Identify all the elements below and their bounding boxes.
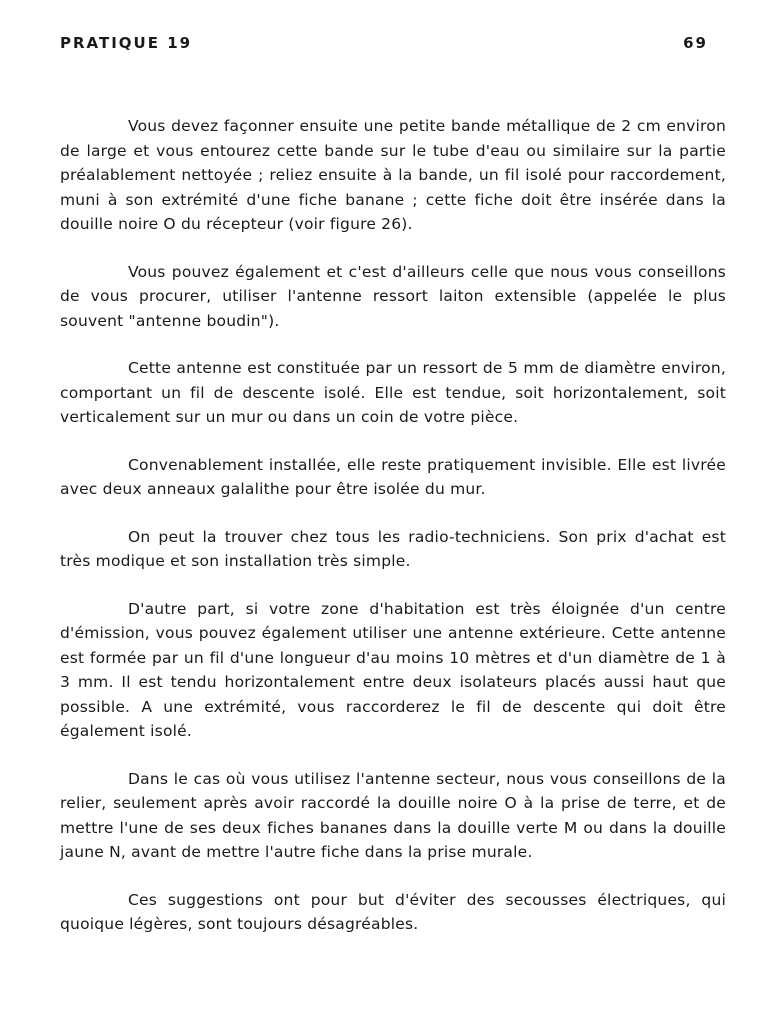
paragraph: Vous pouvez également et c'est d'ailleurs celle que nous vous conseillons de vous procurer, utiliser l'antenne ressort laiton extensible (appelée le plus souvent "antenne boudin"). (60, 262, 726, 330)
paragraph: Convenablement installée, elle reste pratiquement invisible. Elle est livrée avec deux anneaux galalithe pour être isolée du mur. (60, 455, 726, 498)
paragraph: Cette antenne est constituée par un ressort de 5 mm de diamètre environ, comportant un fil de descente isolé. Elle est tendue, soit horizontalement, soit verticalement sur un mur ou dans un coin de votre pièce. (60, 359, 726, 426)
paragraph: Vous devez façonner ensuite une petite bande métallique de 2 cm environ de large et vous entourez cette bande sur le tube d'eau ou similaire sur la partie préalablement nettoyée ; reliez ensuite à la bande, un fil isolé pour raccordement, muni à son extrémité d'une fiche banane ; cette fiche doit être insérée dans la douille noire O du récepteur (voir figure 26). (60, 117, 726, 233)
page-header (60, 34, 708, 52)
paragraph: D'autre part, si votre zone d'habitation est très éloignée d'un centre d'émission, vous pouvez également utiliser une antenne extérieure. Cette antenne est formée par un fil d'une longueur d'au moins 10 mètres et d'un diamètre de 1 à 3 mm. Il est tendu horizontalement entre deux isolateurs placés aussi haut que possible. A une extrémité, vous raccorderez le fil de descente qui doit être également isolé. (60, 599, 726, 740)
running-title: PRATIQUE 19 (60, 34, 193, 52)
paragraph: Dans le cas où vous utilisez l'antenne secteur, nous vous conseillons de la relier, seulement après avoir raccordé la douille noire O à la prise de terre, et de mettre l'une de ses deux fiches bananes dans la douille verte M ou dans la douille jaune N, avant de mettre l'autre fiche dans la prise murale. (60, 769, 726, 861)
page-number: 69 (683, 34, 708, 52)
paragraph: On peut la trouver chez tous les radio-techniciens. Son prix d'achat est très modique et son installation très simple. (60, 527, 726, 570)
paragraph: Ces suggestions ont pour but d'éviter des secousses électriques, qui quoique légères, sont toujours désagréables. (60, 890, 726, 933)
page-body (60, 114, 726, 960)
